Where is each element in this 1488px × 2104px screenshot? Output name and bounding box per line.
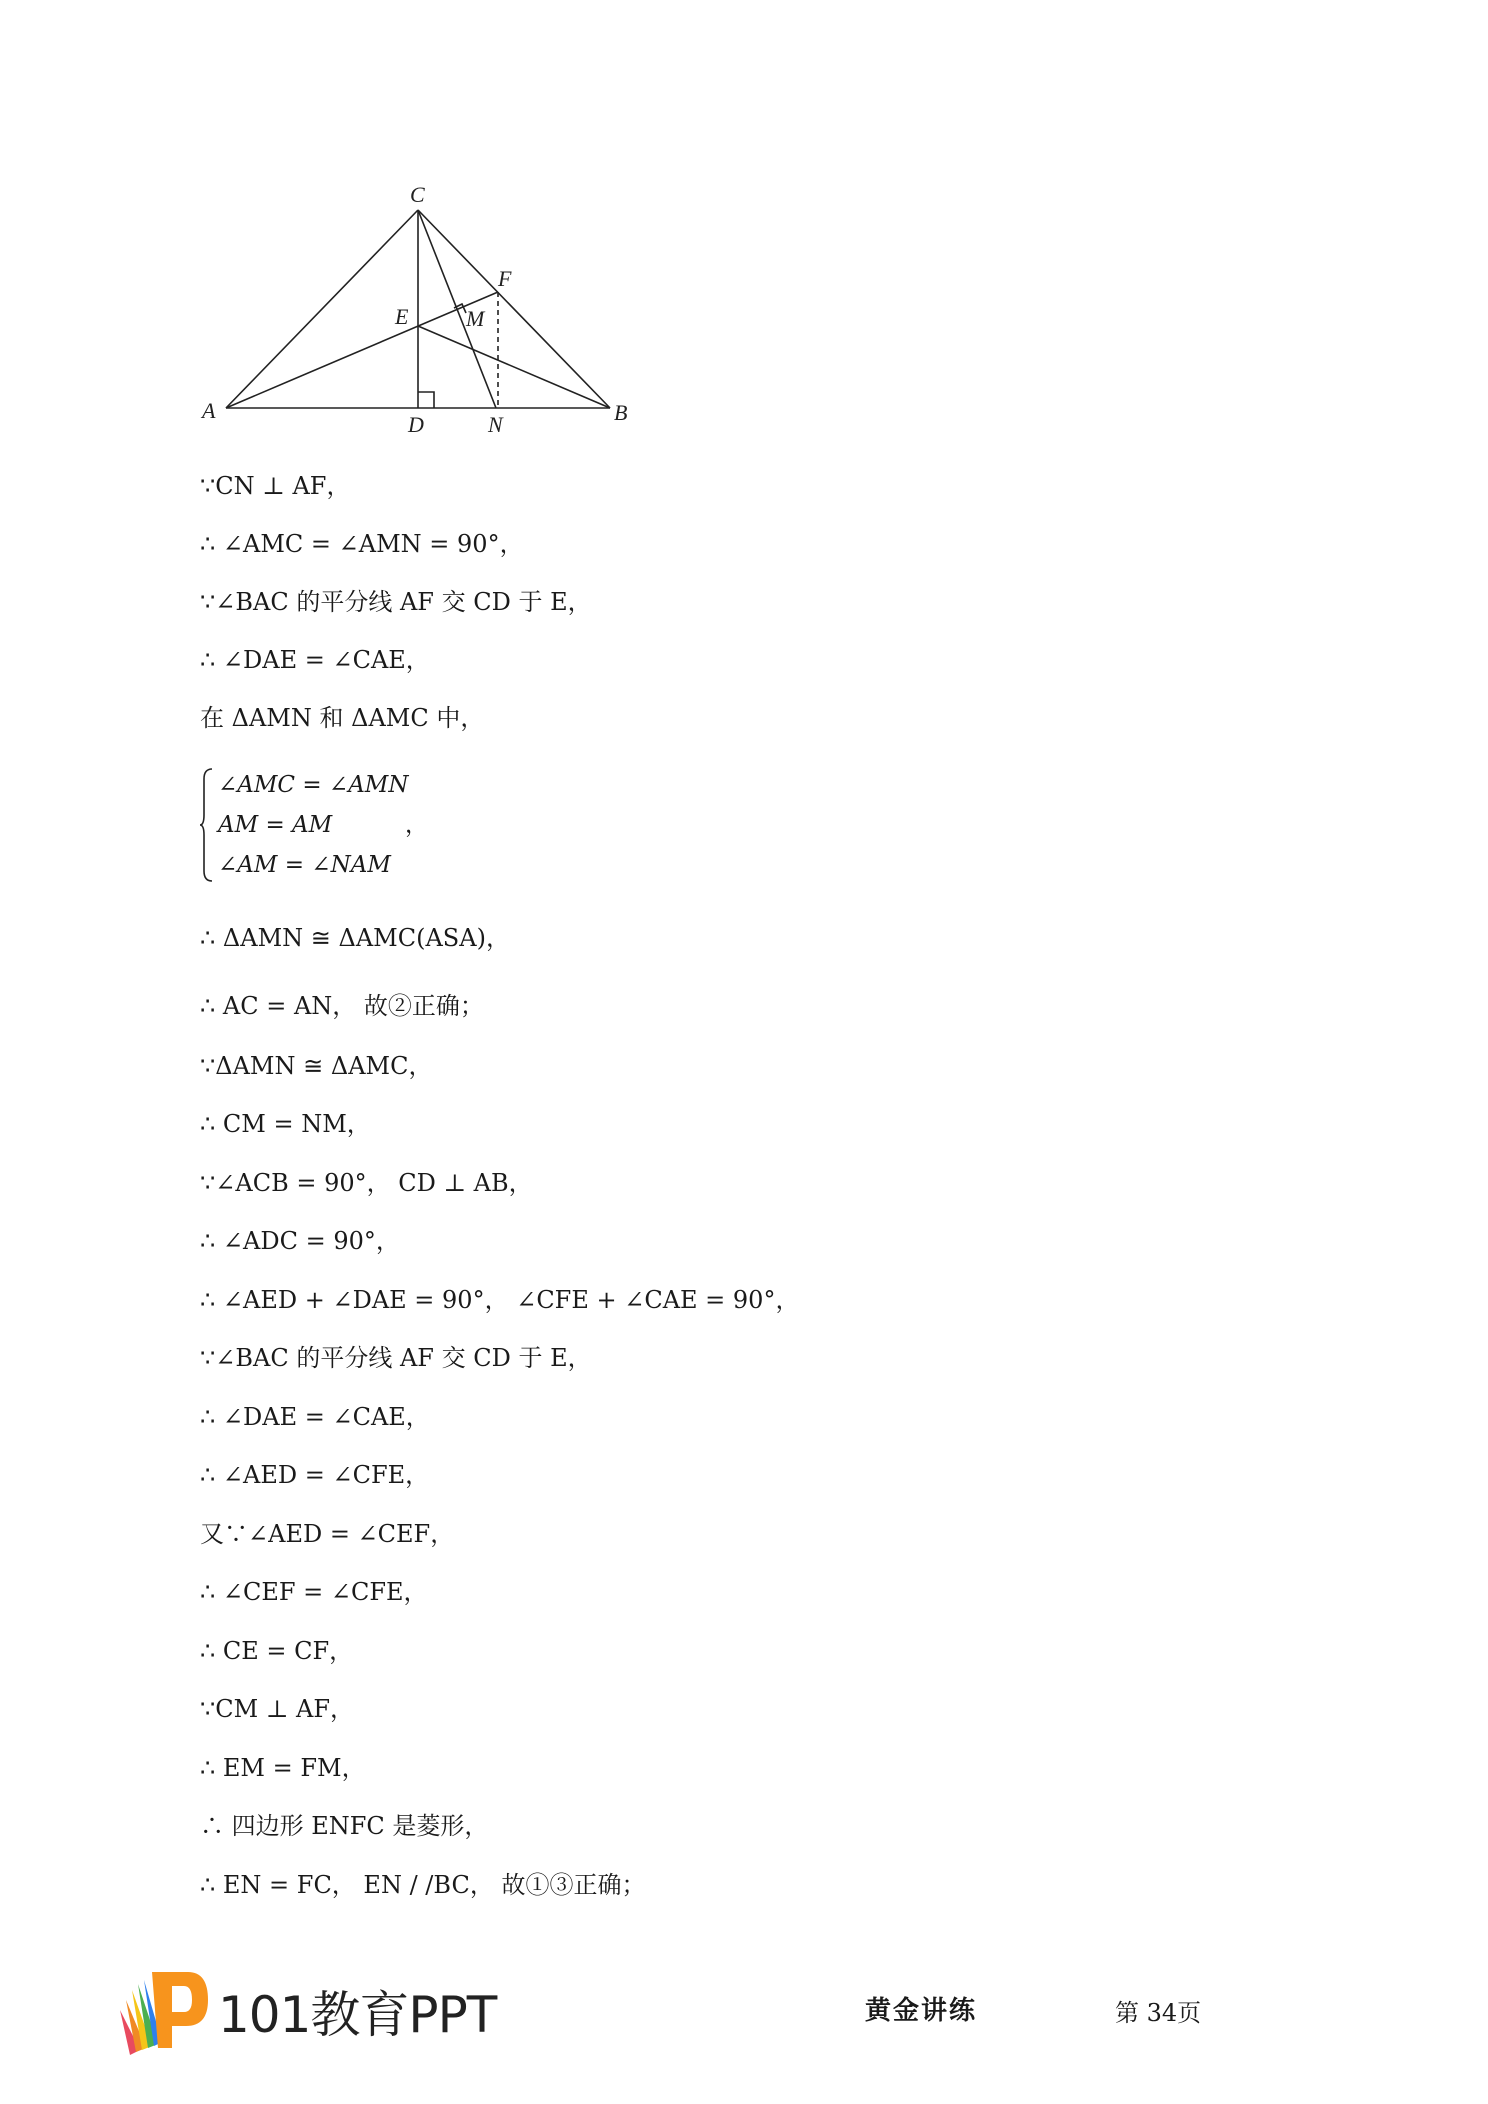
- label-a: A: [202, 398, 216, 423]
- segment-ca: [226, 210, 418, 408]
- proof-line-5: 在 ΔAMN 和 ΔAMC 中，: [200, 704, 485, 732]
- proof-line-13: ∵∠BAC 的平分线 AF 交 CD 于 E，: [200, 1344, 592, 1372]
- segment-af: [226, 292, 498, 408]
- segment-cb: [418, 210, 610, 408]
- proof-line-18: ∴ CE = CF，: [200, 1637, 354, 1665]
- logo-text: 101教育PPT: [218, 1986, 497, 2044]
- system-comma: ，: [405, 812, 428, 838]
- proof-line-1: ∵CN ⊥ AF，: [200, 472, 351, 500]
- label-n: N: [488, 412, 503, 437]
- system-row-2: AM = AM: [218, 812, 333, 838]
- proof-line-15: ∴ ∠AED = ∠CFE，: [200, 1461, 430, 1489]
- label-b: B: [614, 400, 628, 425]
- proof-line-3: ∵∠BAC 的平分线 AF 交 CD 于 E，: [200, 588, 592, 616]
- label-m: M: [466, 306, 485, 331]
- footer-brand: 黄金讲练: [865, 1996, 978, 2026]
- label-e: E: [395, 304, 409, 329]
- proof-line-22: ∴ EN = FC， EN / /BC， 故①③正确；: [200, 1871, 646, 1899]
- label-f: F: [498, 266, 512, 291]
- segment-eb: [418, 326, 610, 408]
- proof-line-9: ∴ CM = NM，: [200, 1110, 371, 1138]
- proof-line-19: ∵CM ⊥ AF，: [200, 1695, 355, 1723]
- proof-line-6: ∴ ΔAMN ≅ ΔAMC(ASA)，: [200, 924, 510, 952]
- system-row-3: ∠AM = ∠NAM: [218, 852, 391, 878]
- proof-line-12: ∴ ∠AED + ∠DAE = 90°， ∠CFE + ∠CAE = 90°，: [200, 1286, 800, 1314]
- proof-line-14: ∴ ∠DAE = ∠CAE，: [200, 1403, 430, 1431]
- proof-line-7: ∴ AC = AN， 故②正确；: [200, 992, 484, 1020]
- right-angle-d: [418, 392, 434, 408]
- label-c: C: [410, 182, 425, 207]
- equation-system: [200, 765, 560, 895]
- label-d: D: [408, 412, 424, 437]
- proof-line-16: 又∵∠AED = ∠CEF，: [200, 1520, 455, 1548]
- system-row-1: ∠AMC = ∠AMN: [218, 772, 409, 798]
- proof-line-2: ∴ ∠AMC = ∠AMN = 90°，: [200, 530, 524, 558]
- proof-line-20: ∴ EM = FM，: [200, 1754, 366, 1782]
- proof-line-21: ∴ 四边形 ENFC 是菱形，: [200, 1812, 489, 1840]
- proof-line-10: ∵∠ACB = 90°， CD ⊥ AB，: [200, 1169, 533, 1197]
- left-brace: [200, 765, 216, 885]
- proof-line-11: ∴ ∠ADC = 90°，: [200, 1227, 400, 1255]
- proof-line-17: ∴ ∠CEF = ∠CFE，: [200, 1578, 428, 1606]
- proof-line-4: ∴ ∠DAE = ∠CAE，: [200, 646, 430, 674]
- page-number: 第 34页: [1115, 1999, 1202, 2027]
- geometry-figure: [190, 180, 650, 440]
- proof-line-8: ∵ΔAMN ≅ ΔAMC，: [200, 1052, 433, 1080]
